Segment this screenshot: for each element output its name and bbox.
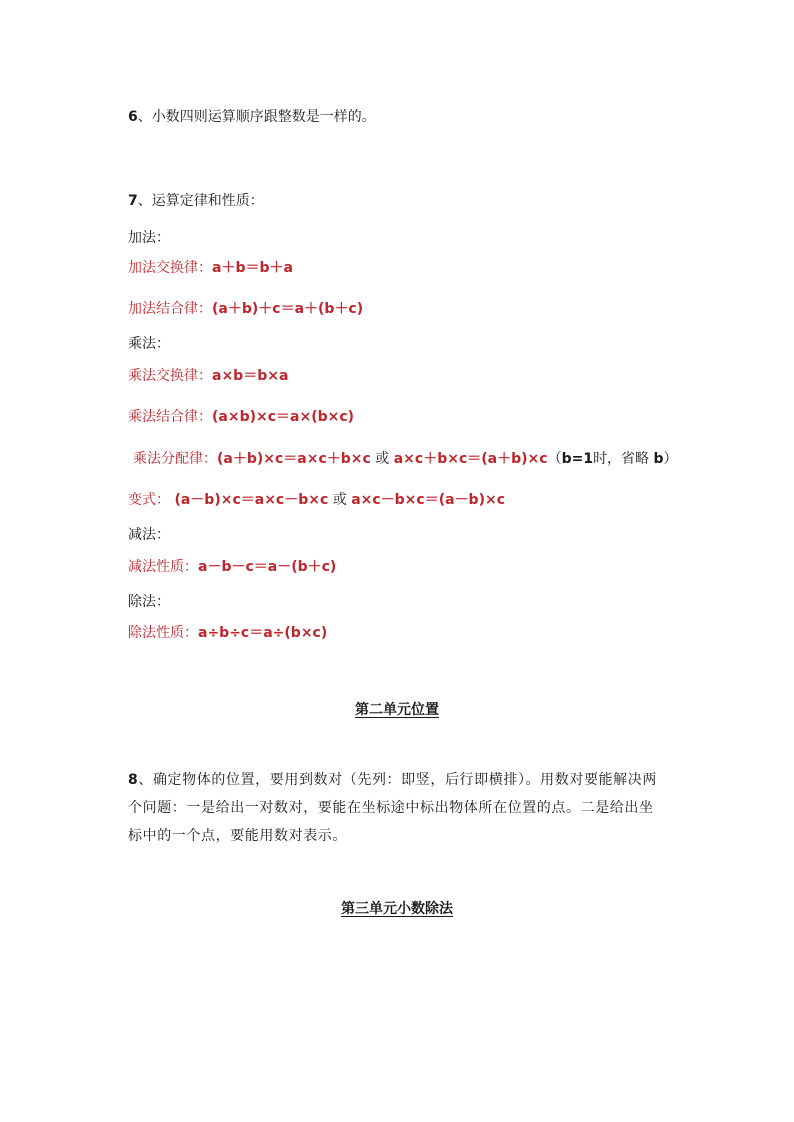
item-7-text: 、运算定律和性质： bbox=[137, 193, 264, 209]
distributive-note-close: ） bbox=[663, 451, 678, 467]
distributive-note-b: b bbox=[653, 451, 664, 467]
item-8-number: 8 bbox=[128, 772, 139, 788]
subtraction-property-formula: a－b－c＝a－(b＋c) bbox=[198, 559, 337, 575]
item-7-number: 7 bbox=[128, 193, 138, 209]
division-property-label: 除法性质： bbox=[128, 625, 198, 641]
distributive-formula-1: (a＋b)×c＝a×c＋b×c bbox=[217, 451, 371, 467]
item-6-text: 、小数四则运算顺序跟整数是一样的。 bbox=[137, 109, 376, 125]
subtraction-property-label: 减法性质： bbox=[128, 559, 198, 575]
addition-associative-formula: (a＋b)＋c＝a＋(b＋c) bbox=[212, 301, 364, 317]
multiplication-commutative bbox=[128, 366, 288, 386]
division-label: 除法： bbox=[128, 594, 170, 610]
subtraction-property bbox=[128, 557, 336, 577]
addition-commutative-label: 加法交换律： bbox=[128, 260, 212, 276]
item-6 bbox=[128, 107, 376, 127]
item-7 bbox=[128, 191, 264, 211]
unit-3-heading: 第三单元小数除法 bbox=[341, 901, 453, 917]
addition-commutative-formula: a＋b＝b＋a bbox=[212, 260, 293, 276]
variant-or: 或 bbox=[332, 492, 347, 508]
subtraction-label: 减法： bbox=[128, 527, 170, 543]
division-property-formula: a÷b÷c＝a÷(b×c) bbox=[198, 625, 328, 641]
addition-label: 加法： bbox=[128, 230, 170, 246]
addition-associative-label: 加法结合律： bbox=[128, 301, 212, 317]
division-property bbox=[128, 623, 327, 643]
variant-label: 变式： bbox=[128, 492, 170, 508]
multiplication-associative bbox=[128, 407, 354, 427]
multiplication-associative-label: 乘法结合律： bbox=[128, 409, 212, 425]
multiplication-commutative-formula: a×b＝b×a bbox=[212, 368, 289, 384]
distributive-note-b1: b=1 bbox=[561, 451, 594, 467]
distributive-note-open: （ bbox=[547, 451, 562, 467]
variant-formula-1: (a－b)×c＝a×c－b×c bbox=[174, 492, 329, 508]
item-8 bbox=[128, 766, 668, 850]
distributive-label: 乘法分配律： bbox=[133, 451, 217, 467]
distributive-or: 或 bbox=[375, 451, 390, 467]
item-8-text: 、确定物体的位置，要用到数对（先列：即竖，后行即横排）。用数对要能解决两个问题：一是给出一对数对，要能在坐标途中标出物体所在位置的点。二是给出坐标中的一个点，要能用数对表示。 bbox=[128, 772, 657, 844]
unit-2-heading: 第二单元位置 bbox=[355, 702, 439, 718]
multiplication-associative-formula: (a×b)×c＝a×(b×c) bbox=[212, 409, 355, 425]
multiplication-commutative-label: 乘法交换律： bbox=[128, 368, 212, 384]
addition-associative bbox=[128, 299, 363, 319]
multiplication-distributive bbox=[133, 449, 678, 469]
variant-formula-2: a×c－b×c＝(a－b)×c bbox=[351, 492, 506, 508]
distributive-formula-2: a×c＋b×c＝(a＋b)×c bbox=[393, 451, 548, 467]
multiplication-variant bbox=[128, 490, 505, 510]
addition-commutative bbox=[128, 258, 293, 278]
distributive-note-mid: 时，省略 bbox=[593, 451, 650, 467]
multiplication-label: 乘法： bbox=[128, 336, 170, 352]
item-6-number: 6 bbox=[128, 109, 138, 125]
